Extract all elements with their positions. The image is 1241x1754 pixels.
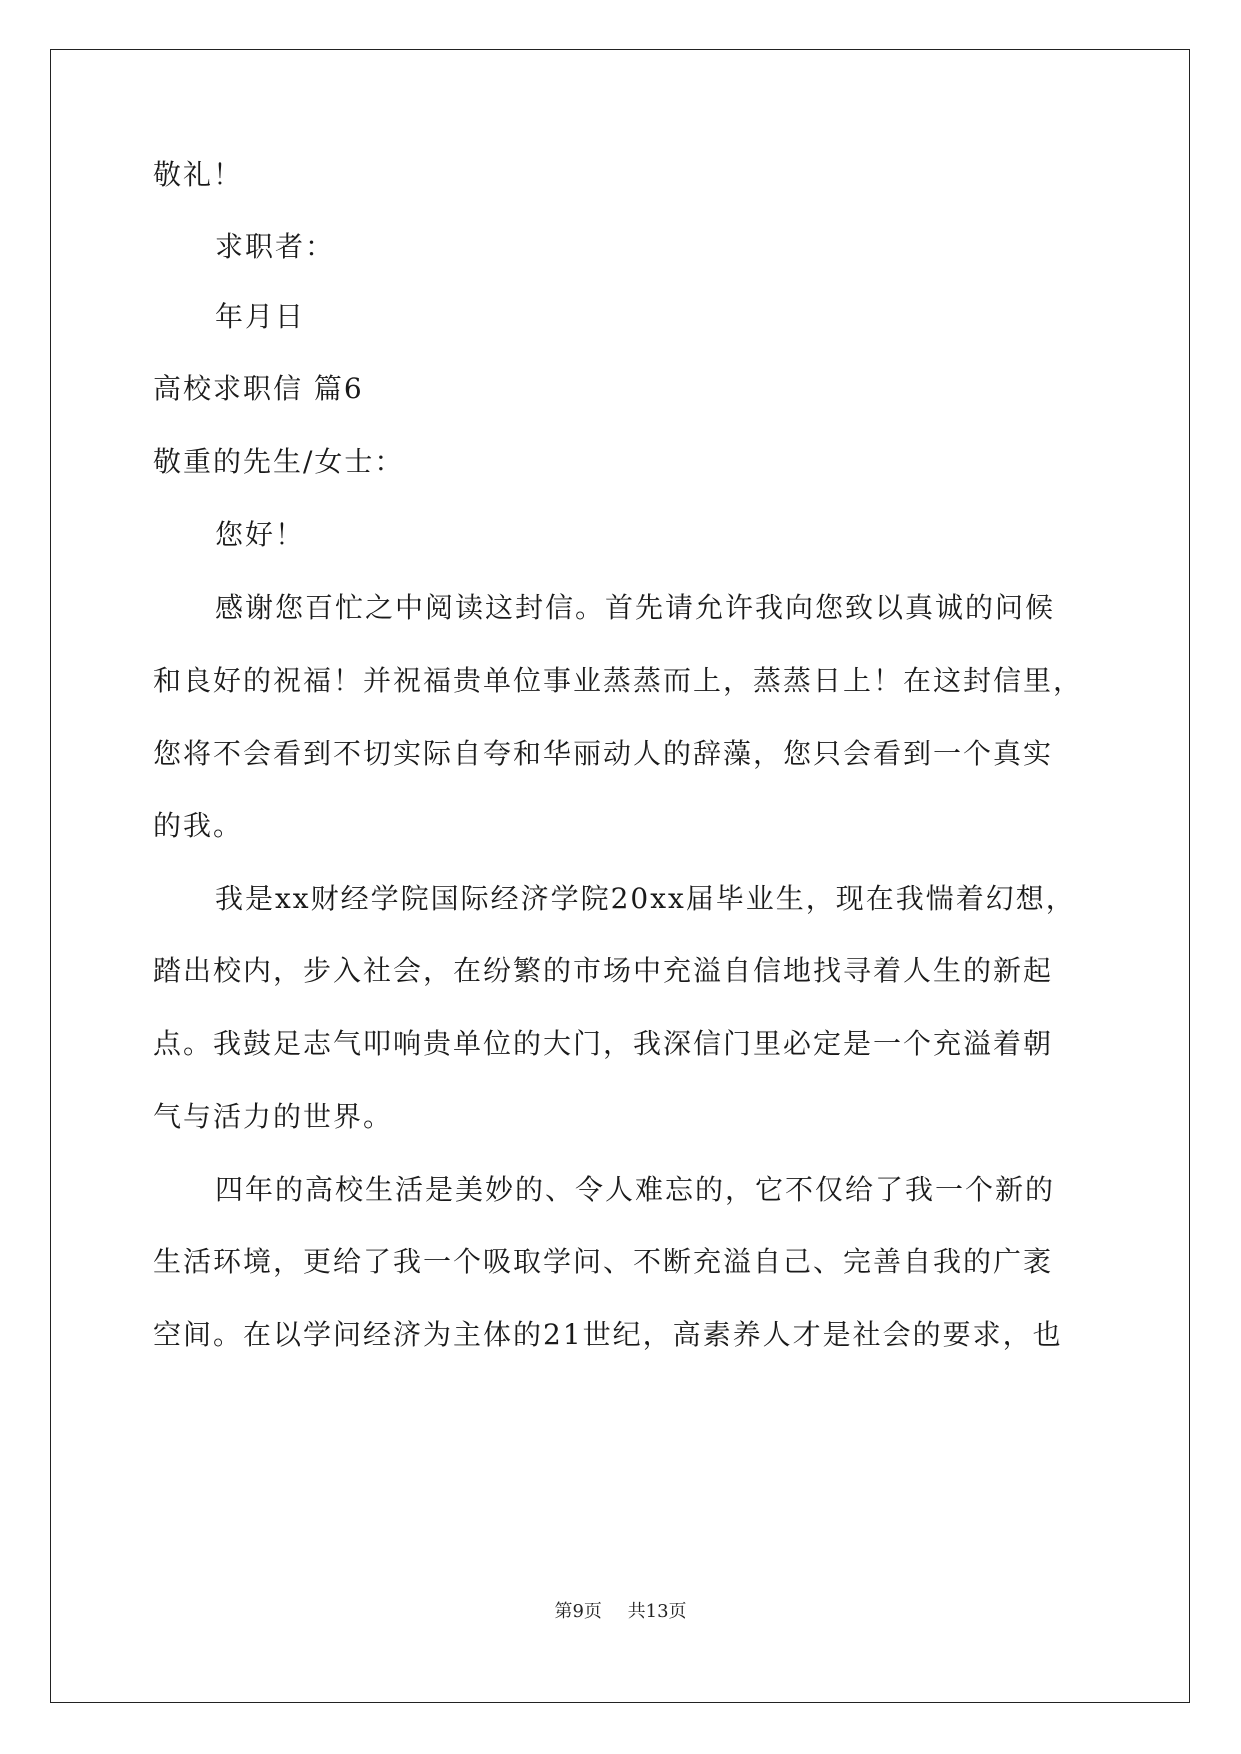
greeting: 您好！ xyxy=(215,518,306,551)
salutation: 敬重的先生/女士： xyxy=(153,445,405,478)
closing-salute: 敬礼！ xyxy=(153,158,244,191)
page-number: 第9页 xyxy=(554,1601,602,1622)
paragraph-line: 踏出校内，步入社会，在纷繁的市场中充溢自信地找寻着人生的新起 xyxy=(153,954,1054,987)
page-footer xyxy=(0,1600,1241,1624)
paragraph-line: 生活环境，更给了我一个吸取学问、不断充溢自己、完善自我的广袤 xyxy=(153,1245,1054,1278)
paragraph-line: 的我。 xyxy=(153,809,244,842)
paragraph-line: 我是xx财经学院国际经济学院20xx届毕业生，现在我惴着幻想， xyxy=(215,882,1076,915)
paragraph-line: 点。我鼓足志气叩响贵单位的大门，我深信门里必定是一个充溢着朝 xyxy=(153,1027,1054,1060)
paragraph-line: 空间。在以学问经济为主体的21世纪，高素养人才是社会的要求，也 xyxy=(153,1318,1063,1351)
paragraph-line: 和良好的祝福！并祝福贵单位事业蒸蒸而上，蒸蒸日上！在这封信里， xyxy=(153,664,1084,697)
paragraph-line: 您将不会看到不切实际自夸和华丽动人的辞藻，您只会看到一个真实 xyxy=(153,737,1054,770)
date-line: 年月日 xyxy=(215,300,306,333)
paragraph-line: 感谢您百忙之中阅读这封信。首先请允许我向您致以真诚的问候 xyxy=(215,591,1056,624)
section-heading: 高校求职信 篇6 xyxy=(153,372,364,405)
paragraph-line: 气与活力的世界。 xyxy=(153,1100,394,1133)
page-total: 共13页 xyxy=(627,1601,687,1622)
signature-label: 求职者： xyxy=(215,230,336,263)
paragraph-line: 四年的高校生活是美妙的、令人难忘的，它不仅给了我一个新的 xyxy=(215,1173,1056,1206)
